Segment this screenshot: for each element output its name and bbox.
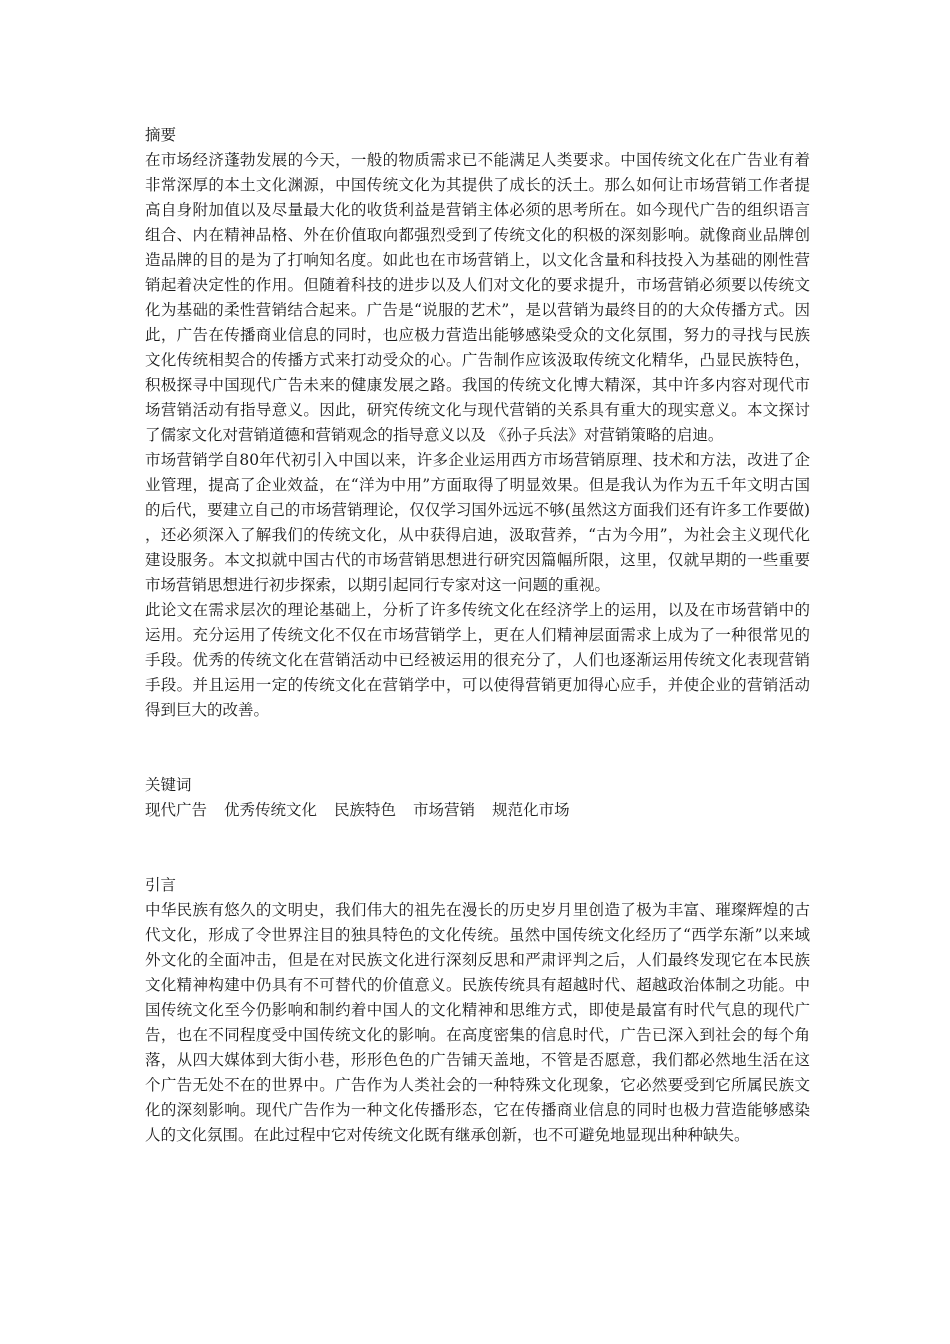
keyword-item: 规范化市场 [492, 801, 570, 819]
keyword-item: 市场营销 [413, 801, 476, 819]
section-gap [145, 723, 810, 773]
introduction-section [145, 873, 810, 1148]
abstract-paragraph-2: 市场营销学自80年代初引入中国以来，许多企业运用西方市场营销原理、技术和方法，改进了企业管理，提高了企业效益，在“洋为中用”方面取得了明显效果。但是我认为作为五千年文明古国的后代，要建立自己的市场营销理论，仅仅学习国外远远不够(虽然这方面我们还有许多工作要做)，还必须深入了解我们的传统文化，从中获得启迪，汲取营养，“古为今用”，为社会主义现代化建设服务。本文拟就中国古代的市场营销思想进行研究因篇幅所限，这里，仅就早期的一些重要市场营销思想进行初步探索，以期引起同行专家对这一问题的重视。 [145, 451, 810, 594]
document-page [145, 123, 810, 1148]
keyword-item: 优秀传统文化 [224, 801, 318, 819]
keywords-heading: 关键词 [145, 776, 192, 794]
abstract-paragraph-1: 在市场经济蓬勃发展的今天，一般的物质需求已不能满足人类要求。中国传统文化在广告业有着非常深厚的本土文化渊源，中国传统文化为其提供了成长的沃土。那么如何让市场营销工作者提高自身附加值以及尽量最大化的收货利益是营销主体必须的思考所在。如今现代广告的组织语言组合、内在精神品格、外在价值取向都强烈受到了传统文化的积极的深刻影响。就像商业品牌创造品牌的目的是为了打响知名度。如此也在市场营销上，以文化含量和科技投入为基础的刚性营销起着决定性的作用。但随着科技的进步以及人们对文化的要求提升，市场营销必须要以传统文化为基础的柔性营销结合起来。广告是“说服的艺术”，是以营销为最终目的的大众传播方式。因此，广告在传播商业信息的同时，也应极力营造出能够感染受众的文化氛围，努力的寻找与民族文化传统相契合的传播方式来打动受众的心。广告制作应该汲取传统文化精华，凸显民族特色，积极探寻中国现代广告未来的健康发展之路。我国的传统文化博大精深，其中许多内容对现代市场营销活动有指导意义。因此，研究传统文化与现代营销的关系具有重大的现实意义。本文探讨了儒家文化对营销道德和营销观念的指导意义以及 《孙子兵法》对营销策略的启迪。 [145, 151, 810, 444]
keywords-list [145, 798, 810, 823]
abstract-heading: 摘要 [145, 126, 177, 144]
abstract-section [145, 123, 810, 723]
introduction-heading: 引言 [145, 876, 177, 894]
abstract-paragraph-3: 此论文在需求层次的理论基础上，分析了许多传统文化在经济学上的运用，以及在市场营销中的运用。充分运用了传统文化不仅在市场营销学上，更在人们精神层面需求上成为了一种很常见的手段。优秀的传统文化在营销活动中已经被运用的很充分了，人们也逐渐运用传统文化表现营销手段。并且运用一定的传统文化在营销学中，可以使得营销更加得心应手，并使企业的营销活动得到巨大的改善。 [145, 601, 810, 719]
section-gap [145, 823, 810, 873]
introduction-paragraph-1: 中华民族有悠久的文明史，我们伟大的祖先在漫长的历史岁月里创造了极为丰富、璀璨辉煌的古代文化，形成了令世界注目的独具特色的文化传统。虽然中国传统文化经历了“西学东渐”以来域外文化的全面冲击，但是在对民族文化进行深刻反思和严肃评判之后，人们最终发现它在本民族文化精神构建中仍具有不可替代的价值意义。民族传统具有超越时代、超越政治体制之功能。中国传统文化至今仍影响和制约着中国人的文化精神和思维方式，即使是最富有时代气息的现代广告，也在不同程度受中国传统文化的影响。在高度密集的信息时代，广告已深入到社会的每个角落，从四大媒体到大街小巷，形形色色的广告铺天盖地，不管是否愿意，我们都必然地生活在这个广告无处不在的世界中。广告作为人类社会的一种特殊文化现象，它必然要受到它所属民族文化的深刻影响。现代广告作为一种文化传播形态，它在传播商业信息的同时也极力营造能够感染人的文化氛围。在此过程中它对传统文化既有继承创新，也不可避免地显现出种种缺失。 [145, 901, 810, 1144]
keywords-section [145, 773, 810, 823]
keyword-item: 现代广告 [145, 801, 208, 819]
keyword-item: 民族特色 [334, 801, 397, 819]
